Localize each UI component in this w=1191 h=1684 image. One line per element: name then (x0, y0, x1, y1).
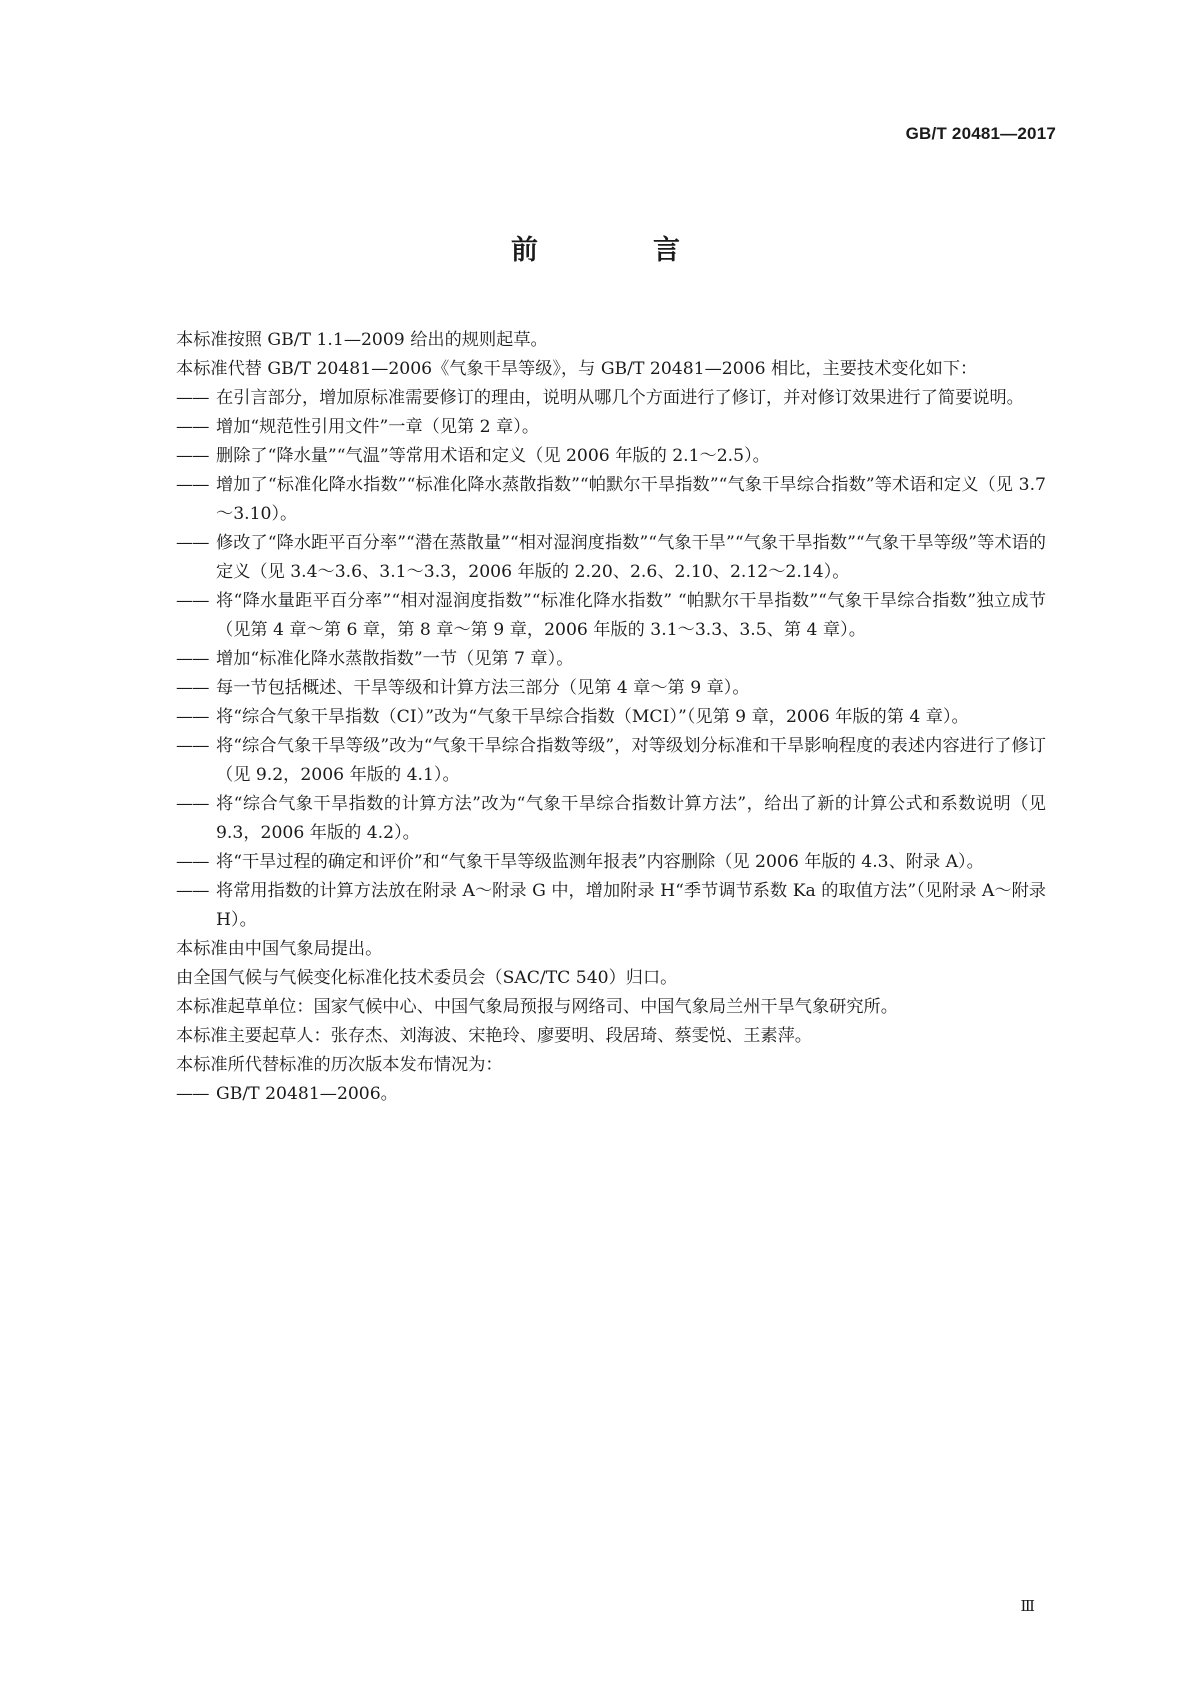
dash-mark: —— (176, 736, 209, 756)
dash-mark: —— (176, 852, 209, 872)
paragraph-drafting-rules: 本标准按照 GB/T 1.1—2009 给出的规则起草。 (176, 330, 548, 350)
change-text: 在引言部分，增加原标准需要修订的理由，说明从哪几个方面进行了修订，并对修订效果进行了简要说明。 (216, 388, 1024, 408)
change-text: 增加“标准化降水蒸散指数”一节（见第 7 章）。 (216, 649, 574, 669)
paragraph-drafters: 本标准主要起草人：张存杰、刘海波、宋艳玲、廖要明、段居琦、蔡雯悦、王素萍。 (176, 1026, 812, 1046)
page-number: Ⅲ (1020, 1599, 1035, 1615)
standard-code: GB/T 20481—2017 (905, 124, 1056, 143)
change-text: 将“综合气象干旱指数的计算方法”改为“气象干旱综合指数计算方法”，给出了新的计算公式和系数说明（见 9.3，2006 年版的 4.2）。 (216, 794, 1046, 843)
dash-mark: —— (176, 417, 209, 437)
dash-mark: —— (176, 533, 209, 553)
page-title: 前 言 (511, 235, 724, 266)
previous-version-text: GB/T 20481—2006。 (216, 1084, 398, 1104)
change-text: 将常用指数的计算方法放在附录 A～附录 G 中，增加附录 H“季节调节系数 Ka 的取值方法”（见附录 A～附录 H）。 (216, 881, 1046, 930)
paragraph-committee: 由全国气候与气候变化标准化技术委员会（SAC/TC 540）归口。 (176, 968, 678, 988)
change-item (176, 848, 1046, 877)
change-text: 每一节包括概述、干旱等级和计算方法三部分（见第 4 章～第 9 章）。 (216, 678, 750, 698)
change-text: 增加“规范性引用文件”一章（见第 2 章）。 (216, 417, 540, 437)
paragraph-proposer: 本标准由中国气象局提出。 (176, 939, 383, 959)
dash-mark: —— (176, 1084, 209, 1104)
dash-mark: —— (176, 794, 209, 814)
document-body (176, 326, 1046, 1109)
change-text: 将“综合气象干旱指数（CI）”改为“气象干旱综合指数（MCI）”（见第 9 章，2006 年版的第 4 章）。 (216, 707, 969, 727)
dash-mark: —— (176, 591, 209, 611)
change-item (176, 413, 1046, 442)
dash-mark: —— (176, 678, 209, 698)
change-item (176, 703, 1046, 732)
change-item (176, 384, 1046, 413)
change-item (176, 587, 1046, 645)
dash-mark: —— (176, 649, 209, 669)
paragraph-replacement: 本标准代替 GB/T 20481—2006《气象干旱等级》，与 GB/T 20481—2006 相比，主要技术变化如下： (176, 359, 978, 379)
change-text: 增加了“标准化降水指数”“标准化降水蒸散指数”“帕默尔干旱指数”“气象干旱综合指数”等术语和定义（见 3.7～3.10）。 (216, 475, 1046, 524)
change-item (176, 674, 1046, 703)
dash-mark: —— (176, 446, 209, 466)
paragraph-drafting-units: 本标准起草单位：国家气候中心、中国气象局预报与网络司、中国气象局兰州干旱气象研究所。 (176, 997, 898, 1017)
change-text: 将“综合气象干旱等级”改为“气象干旱综合指数等级”，对等级划分标准和干旱影响程度的表述内容进行了修订（见 9.2，2006 年版的 4.1）。 (216, 736, 1046, 785)
dash-mark: —— (176, 881, 209, 901)
change-item (176, 442, 1046, 471)
change-item (176, 471, 1046, 529)
paragraph-history: 本标准所代替标准的历次版本发布情况为： (176, 1055, 503, 1075)
change-text: 删除了“降水量”“气温”等常用术语和定义（见 2006 年版的 2.1～2.5）。 (216, 446, 770, 466)
dash-mark: —— (176, 707, 209, 727)
change-text: 将“干旱过程的确定和评价”和“气象干旱等级监测年报表”内容删除（见 2006 年版的 4.3、附录 A）。 (216, 852, 984, 872)
previous-version-item (176, 1080, 1046, 1109)
dash-mark: —— (176, 388, 209, 408)
change-text: 修改了“降水距平百分率”“潜在蒸散量”“相对湿润度指数”“气象干旱”“气象干旱指数”“气象干旱等级”等术语的定义（见 3.4～3.6、3.1～3.3，2006 年版的 2.20、2.6、2.10、2.12～2.14）。 (216, 533, 1046, 582)
change-item (176, 790, 1046, 848)
change-text: 将“降水量距平百分率”“相对湿润度指数”“标准化降水指数” “帕默尔干旱指数”“气象干旱综合指数”独立成节（见第 4 章～第 6 章，第 8 章～第 9 章，2006 年版的 3.1～3.3、3.5、第 4 章）。 (216, 591, 1046, 640)
change-item (176, 732, 1046, 790)
change-item (176, 645, 1046, 674)
dash-mark: —— (176, 475, 209, 495)
change-item (176, 529, 1046, 587)
change-item (176, 877, 1046, 935)
